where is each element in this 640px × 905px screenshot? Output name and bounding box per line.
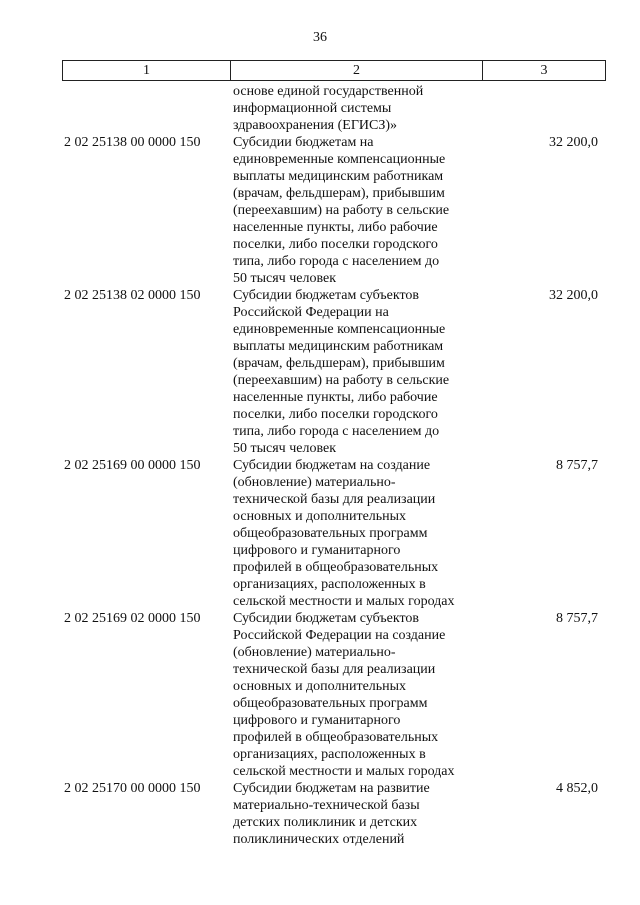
description-line: Субсидии бюджетам на развитие [233, 781, 430, 796]
table-row [62, 610, 602, 780]
description-line: типа, либо города с населением до [233, 424, 440, 439]
description-line: Субсидии бюджетам на создание [233, 458, 431, 473]
description-line: поселки, либо поселки городского [233, 237, 438, 252]
description-line: (обновление) материально- [233, 645, 396, 660]
description-line: Субсидии бюджетам на [233, 135, 374, 150]
budget-code: 2 02 25169 00 0000 150 [64, 458, 201, 473]
table-row [62, 287, 602, 457]
page-number: 36 [313, 30, 327, 45]
column-header-2: 2 [231, 61, 483, 81]
amount-value [480, 83, 602, 134]
description-line: выплаты медицинским работникам [233, 339, 444, 354]
budget-code: 2 02 25138 00 0000 150 [64, 135, 201, 150]
description-line: (врачам, фельдшерам), прибывшим [233, 186, 445, 201]
table-row [62, 457, 602, 610]
column-header-1: 1 [63, 61, 231, 81]
description-line: цифрового и гуманитарного [233, 713, 401, 728]
description-line: детских поликлиник и детских [233, 815, 418, 830]
budget-code: 2 02 25138 02 0000 150 [64, 288, 201, 303]
revenue-description [229, 287, 480, 457]
description-line: цифрового и гуманитарного [233, 543, 401, 558]
description-line: населенные пункты, либо рабочие [233, 390, 438, 405]
description-line: основных и дополнительных [233, 509, 407, 524]
description-line: населенные пункты, либо рабочие [233, 220, 438, 235]
amount-value: 32 200,0 [549, 288, 598, 303]
description-line: Российской Федерации на [233, 305, 389, 320]
revenue-description [229, 83, 480, 134]
description-line: технической базы для реализации [233, 492, 436, 507]
description-line: основе единой государственной [233, 84, 424, 99]
description-line: сельской местности и малых городах [233, 594, 455, 609]
revenue-description [229, 610, 480, 780]
description-line: Субсидии бюджетам субъектов [233, 611, 420, 626]
description-line: общеобразовательных программ [233, 696, 428, 711]
description-line: основных и дополнительных [233, 679, 407, 694]
amount-value: 4 852,0 [556, 781, 598, 796]
description-line: поселки, либо поселки городского [233, 407, 438, 422]
revenue-description [229, 457, 480, 610]
description-line: организациях, расположенных в [233, 577, 426, 592]
description-line: организациях, расположенных в [233, 747, 426, 762]
budget-code: 2 02 25170 00 0000 150 [64, 781, 201, 796]
description-line: выплаты медицинским работникам [233, 169, 444, 184]
column-header-3: 3 [483, 61, 606, 81]
budget-code: 2 02 25169 02 0000 150 [64, 611, 201, 626]
amount-value: 8 757,7 [556, 611, 598, 626]
column-header-row [63, 61, 606, 81]
description-line: (врачам, фельдшерам), прибывшим [233, 356, 445, 371]
description-line: поликлинических отделений [233, 832, 405, 847]
description-line: 50 тысяч человек [233, 441, 337, 456]
description-line: типа, либо города с населением до [233, 254, 440, 269]
table-row [62, 134, 602, 287]
table-body [62, 83, 602, 848]
amount-value: 32 200,0 [549, 135, 598, 150]
description-line: 50 тысяч человек [233, 271, 337, 286]
description-line: (обновление) материально- [233, 475, 396, 490]
description-line: здравоохранения (ЕГИСЗ)» [233, 118, 398, 133]
description-line: материально-технической базы [233, 798, 420, 813]
description-line: профилей в общеобразовательных [233, 730, 439, 745]
revenue-description [229, 780, 480, 848]
description-line: технической базы для реализации [233, 662, 436, 677]
description-line: единовременные компенсационные [233, 152, 446, 167]
amount-value: 8 757,7 [556, 458, 598, 473]
description-line: общеобразовательных программ [233, 526, 428, 541]
table-row [62, 780, 602, 848]
description-line: (переехавшим) на работу в сельские [233, 373, 450, 388]
description-line: Субсидии бюджетам субъектов [233, 288, 420, 303]
table-row [62, 83, 602, 134]
revenue-description [229, 134, 480, 287]
description-line: единовременные компенсационные [233, 322, 446, 337]
description-line: информационной системы [233, 101, 392, 116]
description-line: (переехавшим) на работу в сельские [233, 203, 450, 218]
budget-code [62, 83, 229, 134]
description-line: Российской Федерации на создание [233, 628, 446, 643]
column-header-table [62, 60, 606, 81]
description-line: профилей в общеобразовательных [233, 560, 439, 575]
description-line: сельской местности и малых городах [233, 764, 455, 779]
